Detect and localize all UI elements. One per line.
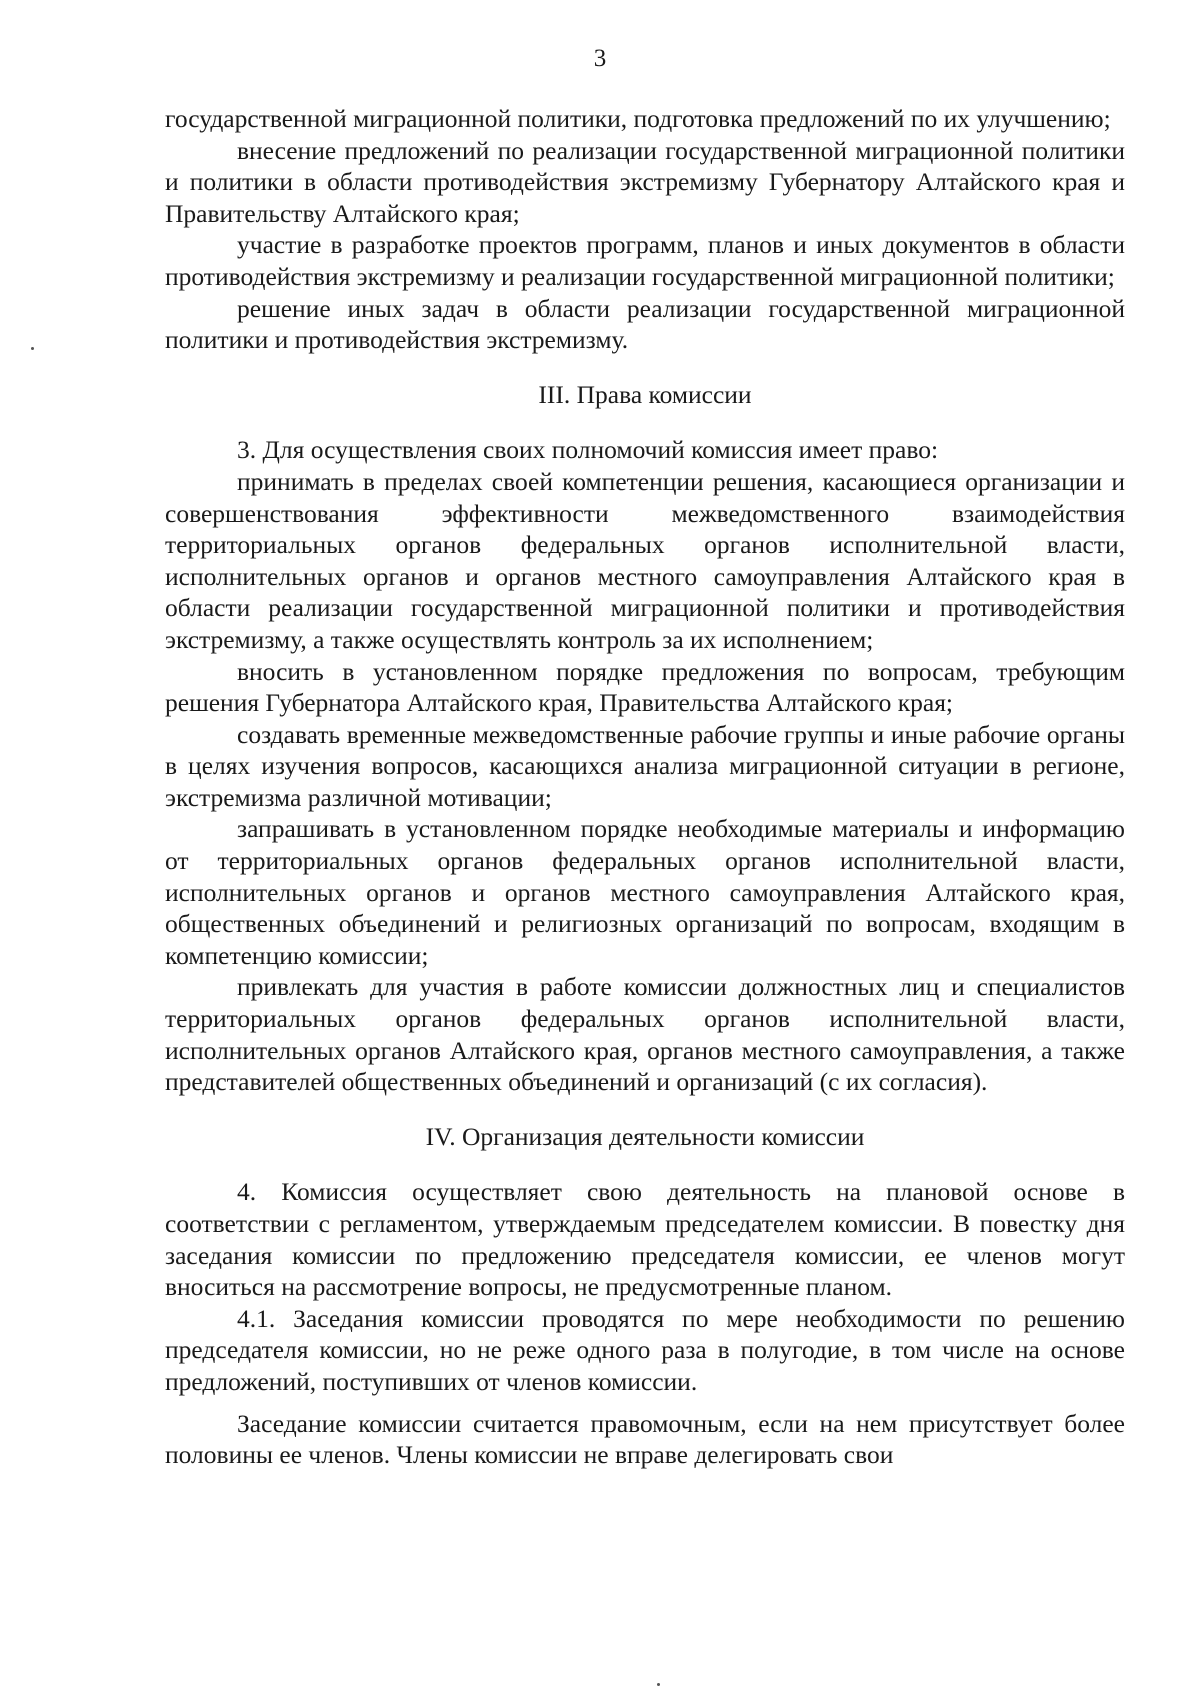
page-number: 3 [593,45,607,72]
paragraph-right-submit: вносить в установленном порядке предложения по вопросам, требующим решения Губернатора Алтайского края, Правительства Алтайского края; [165,656,1125,718]
scan-speck [657,1683,660,1686]
paragraph-right-involve: привлекать для участия в работе комиссии должностных лиц и специалистов территориальных органов федеральных органов исполнительной власти, исполнительных органов Алтайского края, органов местного самоуправления, а также представителей общественных объединений и организаций (с их согласия). [165,972,1125,1097]
section-heading-rights: III. Права комиссии [538,379,752,409]
paragraph-participation: участие в разработке проектов программ, планов и иных документов в области противодействия экстремизму и реализации государственной миграционной политики; [165,230,1125,291]
paragraph-proposals: внесение предложений по реализации государственной миграционной политики и политики в области противодействия экстремизму Губернатору Алтайского края и Правительству Алтайского края; [165,135,1125,228]
scan-speck [31,347,34,350]
paragraph-rights-intro: 3. Для осуществления своих полномочий комиссия имеет право: [237,435,939,465]
paragraph-continuation: государственной миграционной политики, подготовка предложений по их улучшению; [165,104,1111,133]
paragraph-right-decisions: принимать в пределах своей компетенции решения, касающиеся организации и совершенствования эффективности межведомственного взаимодействия территориальных органов федеральных органов исполнительной власти, исполнительных органов и органов местного самоуправления Алтайского края в области реализации государственной миграционной политики и противодействия экстремизму, а также осуществлять контроль за их исполнением; [165,466,1125,654]
paragraph-meetings: 4.1. Заседания комиссии проводятся по мере необходимости по решению председателя комиссии, но не реже одного раза в полугодие, в том числе на основе предложений, поступивших от членов комиссии. [165,1303,1125,1396]
document-body [165,103,1125,1471]
paragraph-right-working-groups: создавать временные межведомственные рабочие группы и иные рабочие органы в целях изучения вопросов, касающихся анализа миграционной ситуации в регионе, экстремизма различной мотивации; [165,719,1125,812]
paragraph-other-tasks: решение иных задач в области реализации государственной миграционной политики и противодействия экстремизму. [165,293,1125,355]
paragraph-quorum: Заседание комиссии считается правомочным, если на нем присутствует более половины ее членов. Члены комиссии не вправе делегировать свои [165,1408,1125,1470]
paragraph-right-request: запрашивать в установленном порядке необходимые материалы и информацию от территориальных органов федеральных органов исполнительной власти, исполнительных органов и органов местного самоуправления Алтайского края, общественных объединений и религиозных организаций по вопросам, входящим в компетенцию комиссии; [165,814,1125,970]
section-heading-organization: IV. Организация деятельности комиссии [425,1121,865,1151]
paragraph-planning: 4. Комиссия осуществляет свою деятельность на плановой основе в соответствии с регламентом, утверждаемым председателем комиссии. В повестку дня заседания комиссии по предложению председателя комиссии, ее членов могут вноситься на рассмотрение вопросы, не предусмотренные планом. [165,1177,1125,1302]
